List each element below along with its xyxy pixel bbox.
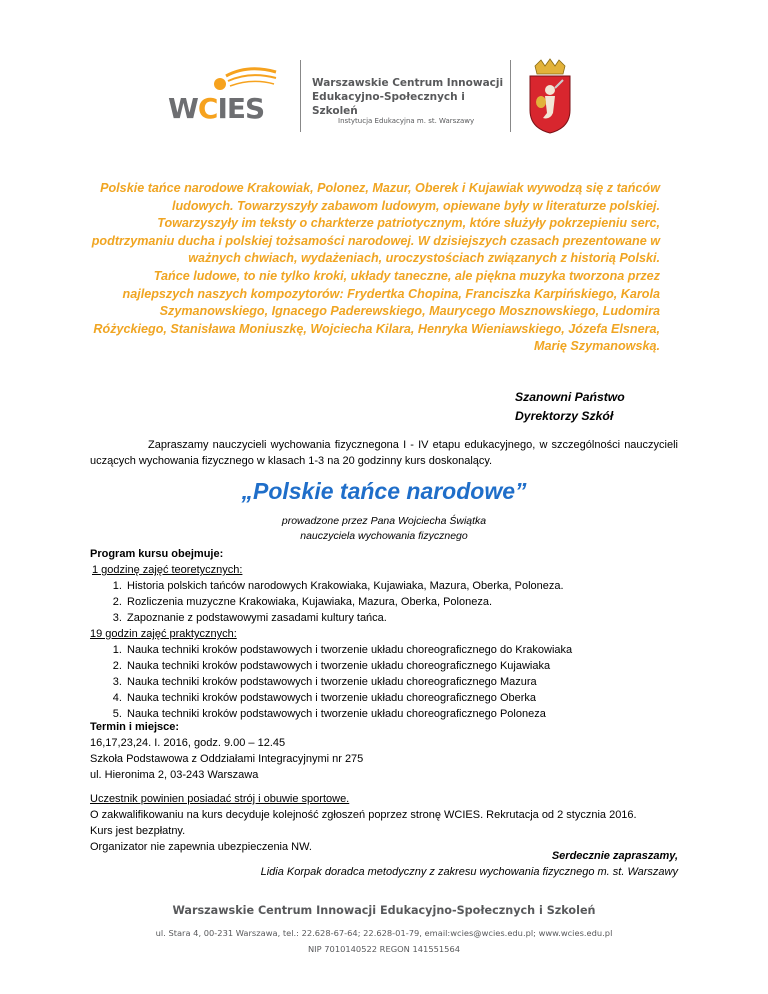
- footer: [0, 902, 768, 956]
- term-school: Szkoła Podstawowa z Oddziałami Integracyjnymi nr 275: [90, 753, 364, 765]
- header-divider-right: [510, 60, 511, 132]
- free-note: Kurs jest bezpłatny.: [90, 825, 186, 837]
- addressee: Szanowni Państwo Dyrektorzy Szkół: [515, 390, 625, 423]
- intro-paragraph: Polskie tańce narodowe Krakowiak, Polonez, Mazur, Oberek i Kujawiak wywodzą się z tańców ludowych. Towarzyszyły zabawom ludowym, opiewane były w literaturze polskiej. Towarzyszyły im teksty o charkterze patriotycznym, które służyły pokrzepieniu serc, podtrzymaniu ducha i polskiej tożsamości narodowej. W dzisiejszych czasach prezentowane w ważnych chwiach, wydażeniach, uroczystościach związanych z historią Polski.: [91, 181, 660, 266]
- program-heading: Program kursu obejmuje:: [90, 548, 224, 560]
- attire-note: Uczestnik powinien posiadać strój i obuwie sportowe.: [90, 793, 350, 805]
- intro-paragraph: Tańce ludowe, to nie tylko kroki, układy taneczne, ale piękna muzyka tworzona przez najlepszych naszych kompozytorów: Frydertka Chopina, Franciszka Karpińskiego, Karola Szymanowskiego, Ignacego Paderewskiego, Maurycego Mosznowskiego, Ludomira Różyckiego, Stanisława Moniuszkę, Wojciecha Kilara, Henryka Wieniawskiego, Józefa Elsnera, Marię Szymanowską.: [93, 268, 660, 354]
- invitation-paragraph: Zapraszamy nauczycieli wychowania fizycznegona I - IV etapu edukacyjnego, w szczególności nauczycieli uczących wychowania fizycznego w klasach 1-3 na 20 godzinny kurs doskonalący.: [90, 439, 678, 467]
- institution-subtitle: Instytucja Edukacyjna m. st. Warszawy: [338, 117, 475, 125]
- list-item: 1. Historia polskich tańców narodowych Krakowiaka, Kujawiaka, Mazura, Oberka, Poloneza.: [125, 578, 690, 594]
- warsaw-crest-icon: [525, 58, 575, 134]
- term-address: ul. Hieronima 2, 03-243 Warszawa: [90, 769, 259, 781]
- insurance-note: Organizator nie zapewnia ubezpieczenia NW.: [90, 841, 312, 853]
- term-dates: 16,17,23,24. I. 2016, godz. 9.00 – 12.45: [90, 737, 286, 749]
- list-item: 2. Nauka techniki kroków podstawowych i tworzenie układu choreograficznego Kujawiaka: [125, 658, 690, 674]
- theory-list: [90, 578, 690, 626]
- footer-name: Warszawskie Centrum Innowacji Edukacyjno-Społecznych i Szkoleń: [172, 904, 596, 917]
- term-and-place: [90, 719, 690, 783]
- term-heading: Termin i miejsce:: [90, 721, 180, 733]
- header-divider: [300, 60, 301, 132]
- closing: [90, 848, 678, 880]
- list-item: 3. Nauka techniki kroków podstawowych i tworzenie układu choreograficznego Mazura: [125, 674, 690, 690]
- course-title: „Polskie tańce narodowe”: [241, 478, 527, 504]
- list-item: 2. Rozliczenia muzyczne Krakowiaka, Kujawiaka, Mazura, Oberka, Poloneza.: [125, 594, 690, 610]
- theory-heading: 1 godzinę zajęć teoretycznych:: [92, 564, 243, 576]
- qualification-note: O zakwalifikowaniu na kurs decyduje kolejność zgłoszeń poprzez stronę WCIES. Rekrutacja od 2 stycznia 2016.: [90, 809, 637, 821]
- logo-text: WCIES: [168, 92, 265, 125]
- institution-name: Warszawskie Centrum Innowacji Edukacyjno-Społecznych i Szkoleń: [312, 77, 504, 117]
- course-notes: [90, 791, 680, 855]
- list-item: 1. Nauka techniki kroków podstawowych i tworzenie układu choreograficznego do Krakowiaka: [125, 642, 690, 658]
- course-lead: prowadzone przez Pana Wojciecha Świątka nauczyciela wychowania fizycznego: [281, 515, 487, 542]
- footer-contact: ul. Stara 4, 00-231 Warszawa, tel.: 22.628-67-64; 22.628-01-79, email:wcies@wcies.edu.pl; www.wcies.edu.pl: [155, 928, 613, 938]
- list-item: 3. Zapoznanie z podstawowymi zasadami kultury tańca.: [125, 610, 690, 626]
- wcies-logo: [168, 62, 288, 132]
- footer-ids: NIP 7010140522 REGON 141551564: [307, 944, 461, 954]
- closing-greeting: Serdecznie zapraszamy,: [551, 850, 678, 862]
- practice-list: [90, 642, 690, 722]
- list-item: 4. Nauka techniki kroków podstawowych i tworzenie układu choreograficznego Oberka: [125, 690, 690, 706]
- intro-text: [90, 180, 660, 356]
- closing-signature: Lidia Korpak doradca metodyczny z zakresu wychowania fizycznego m. st. Warszawy: [260, 866, 678, 878]
- practice-heading: 19 godzin zajęć praktycznych:: [90, 628, 237, 640]
- list-item: 5. Nauka techniki kroków podstawowych i tworzenie układu choreograficznego Poloneza: [125, 706, 690, 722]
- letterhead: [0, 0, 768, 150]
- course-program: [90, 546, 690, 722]
